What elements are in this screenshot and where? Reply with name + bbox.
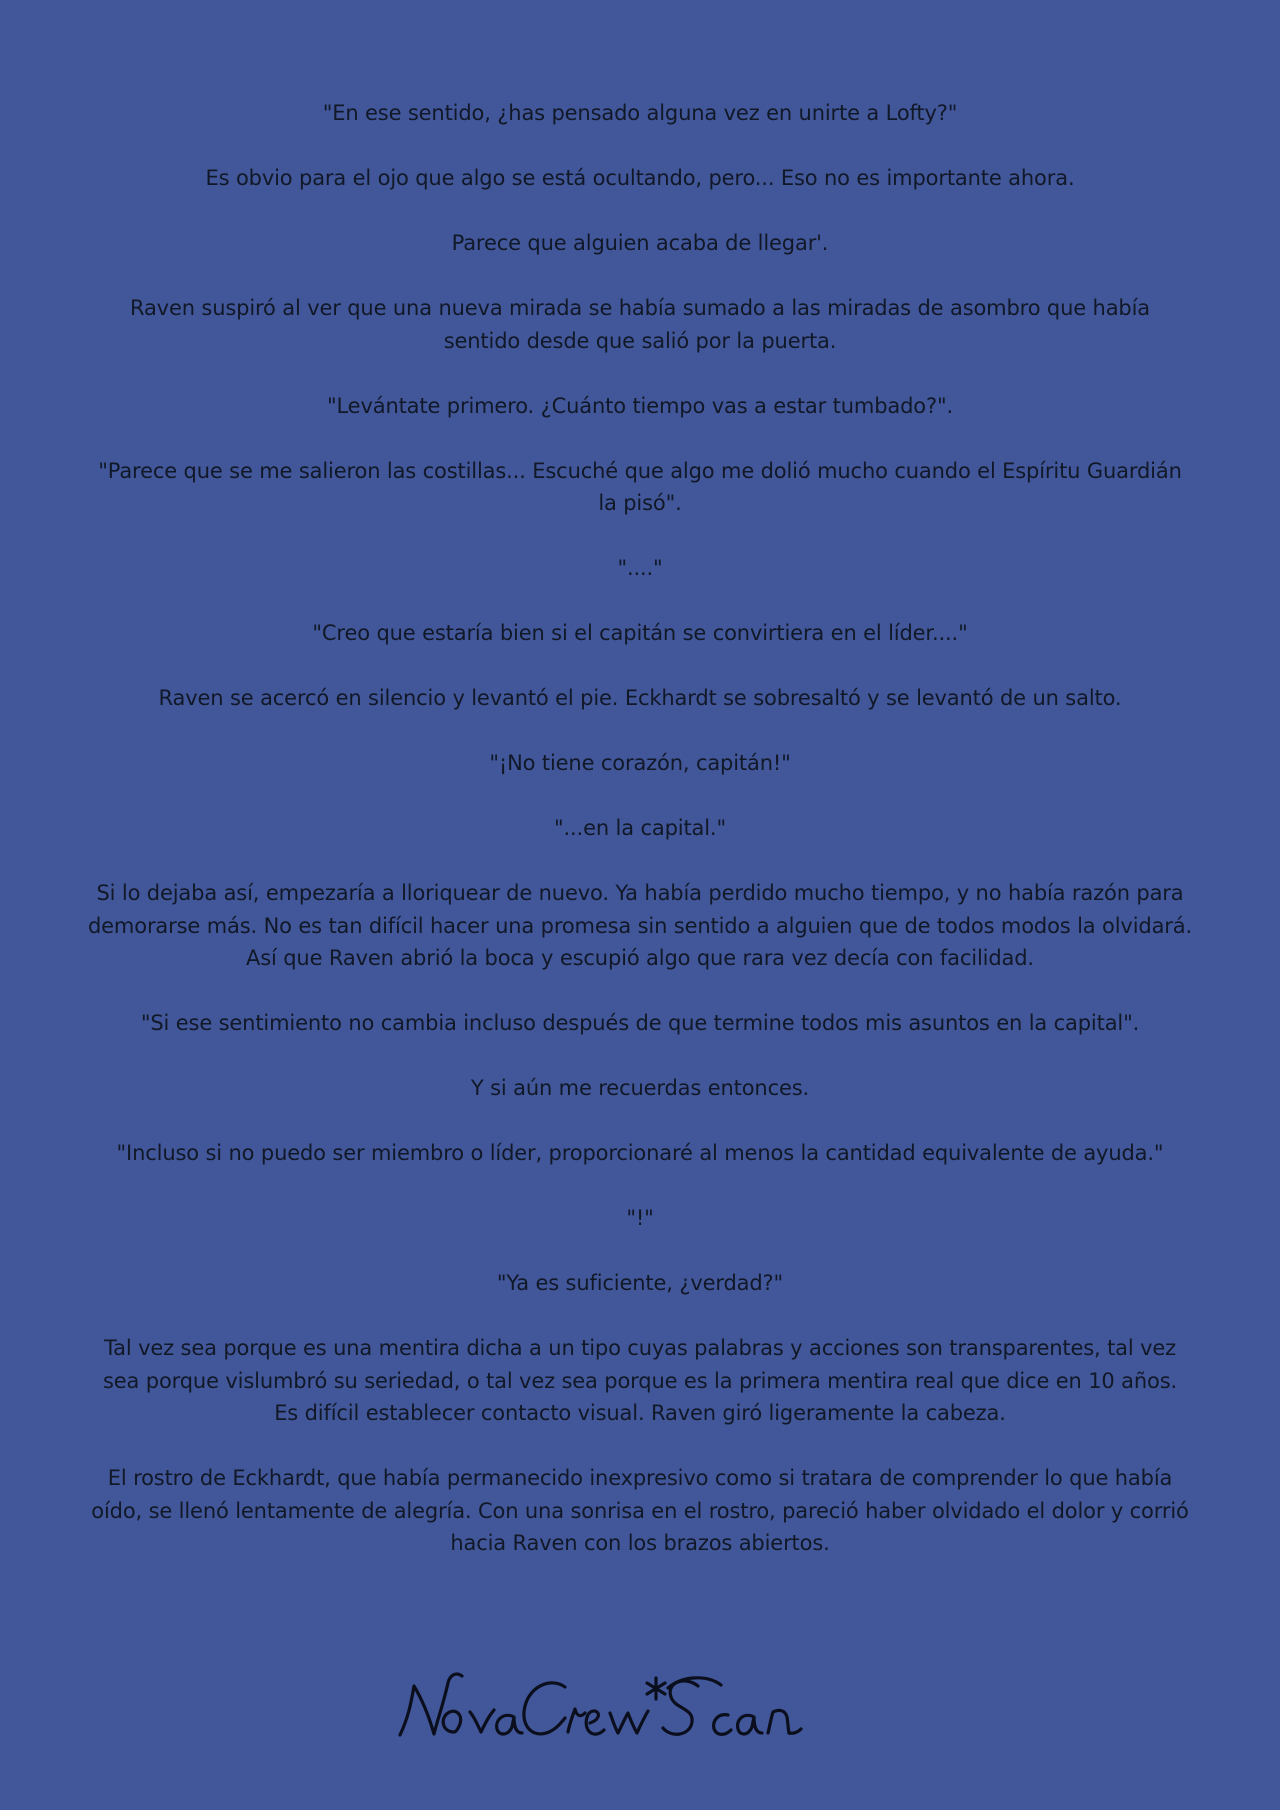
paragraph-11: "...en la capital." bbox=[554, 816, 726, 840]
paragraph-13: "Si ese sentimiento no cambia incluso después de que termine todos mis asuntos en la capital". bbox=[140, 1011, 1140, 1035]
paragraph-3: Parece que alguien acaba de llegar'. bbox=[451, 231, 829, 255]
paragraph-10: "¡No tiene corazón, capitán!" bbox=[489, 751, 791, 775]
paragraph-5: "Levántate primero. ¿Cuánto tiempo vas a estar tumbado?". bbox=[326, 393, 953, 418]
paragraph-2: Es obvio para el ojo que algo se está ocultando, pero... Eso no es importante ahora. bbox=[205, 166, 1075, 190]
paragraph-15: "Incluso si no puedo ser miembro o líder, proporcionaré al menos la cantidad equivalente de ayuda." bbox=[116, 1141, 1164, 1165]
paragraph-1: "En ese sentido, ¿has pensado alguna vez en unirte a Lofty?" bbox=[322, 101, 958, 125]
paragraph-17: "Ya es suficiente, ¿verdad?" bbox=[496, 1271, 784, 1295]
signature-logo bbox=[380, 1660, 900, 1750]
paragraph-12: Si lo dejaba así, empezaría a lloriquear de nuevo. Ya había perdido mucho tiempo, y no había razón para demorarse más. No es tan difícil hacer una promesa sin sentido a alguien que de todos modos la olvidará. Así que Raven abrió la boca y escupió algo que rara vez decía con facilidad. bbox=[87, 881, 1193, 970]
paragraph-14: Y si aún me recuerdas entonces. bbox=[470, 1076, 810, 1100]
paragraph-16: "!" bbox=[626, 1206, 654, 1230]
paragraph-6: "Parece que se me salieron las costillas... Escuché que algo me dolió mucho cuando el Espíritu Guardián la pisó". bbox=[98, 458, 1182, 515]
scanlation-signature bbox=[380, 1660, 900, 1750]
paragraph-8: "Creo que estaría bien si el capitán se convirtiera en el líder...." bbox=[312, 621, 968, 645]
paragraph-4: Raven suspiró al ver que una nueva mirada se había sumado a las miradas de asombro que había sentido desde que salió por la puerta. bbox=[129, 296, 1151, 353]
paragraph-9: Raven se acercó en silencio y levantó el pie. Eckhardt se sobresaltó y se levantó de un salto. bbox=[158, 686, 1122, 710]
paragraph-18: Tal vez sea porque es una mentira dicha a un tipo cuyas palabras y acciones son transparentes, tal vez sea porque vislumbró su seriedad, o tal vez sea porque es la primera mentira real que dice en 10 años. Es difícil establecer contacto visual. Raven giró ligeramente la cabeza. bbox=[102, 1336, 1178, 1425]
paragraph-19: El rostro de Eckhardt, que había permanecido inexpresivo como si tratara de comprender lo que había oído, se llenó lentamente de alegría. Con una sonrisa en el rostro, pareció haber olvidado el dolor y corrió hacia Raven con los brazos abiertos. bbox=[91, 1466, 1189, 1555]
paragraph-7: "...." bbox=[617, 556, 663, 580]
text-column bbox=[80, 97, 1200, 1560]
